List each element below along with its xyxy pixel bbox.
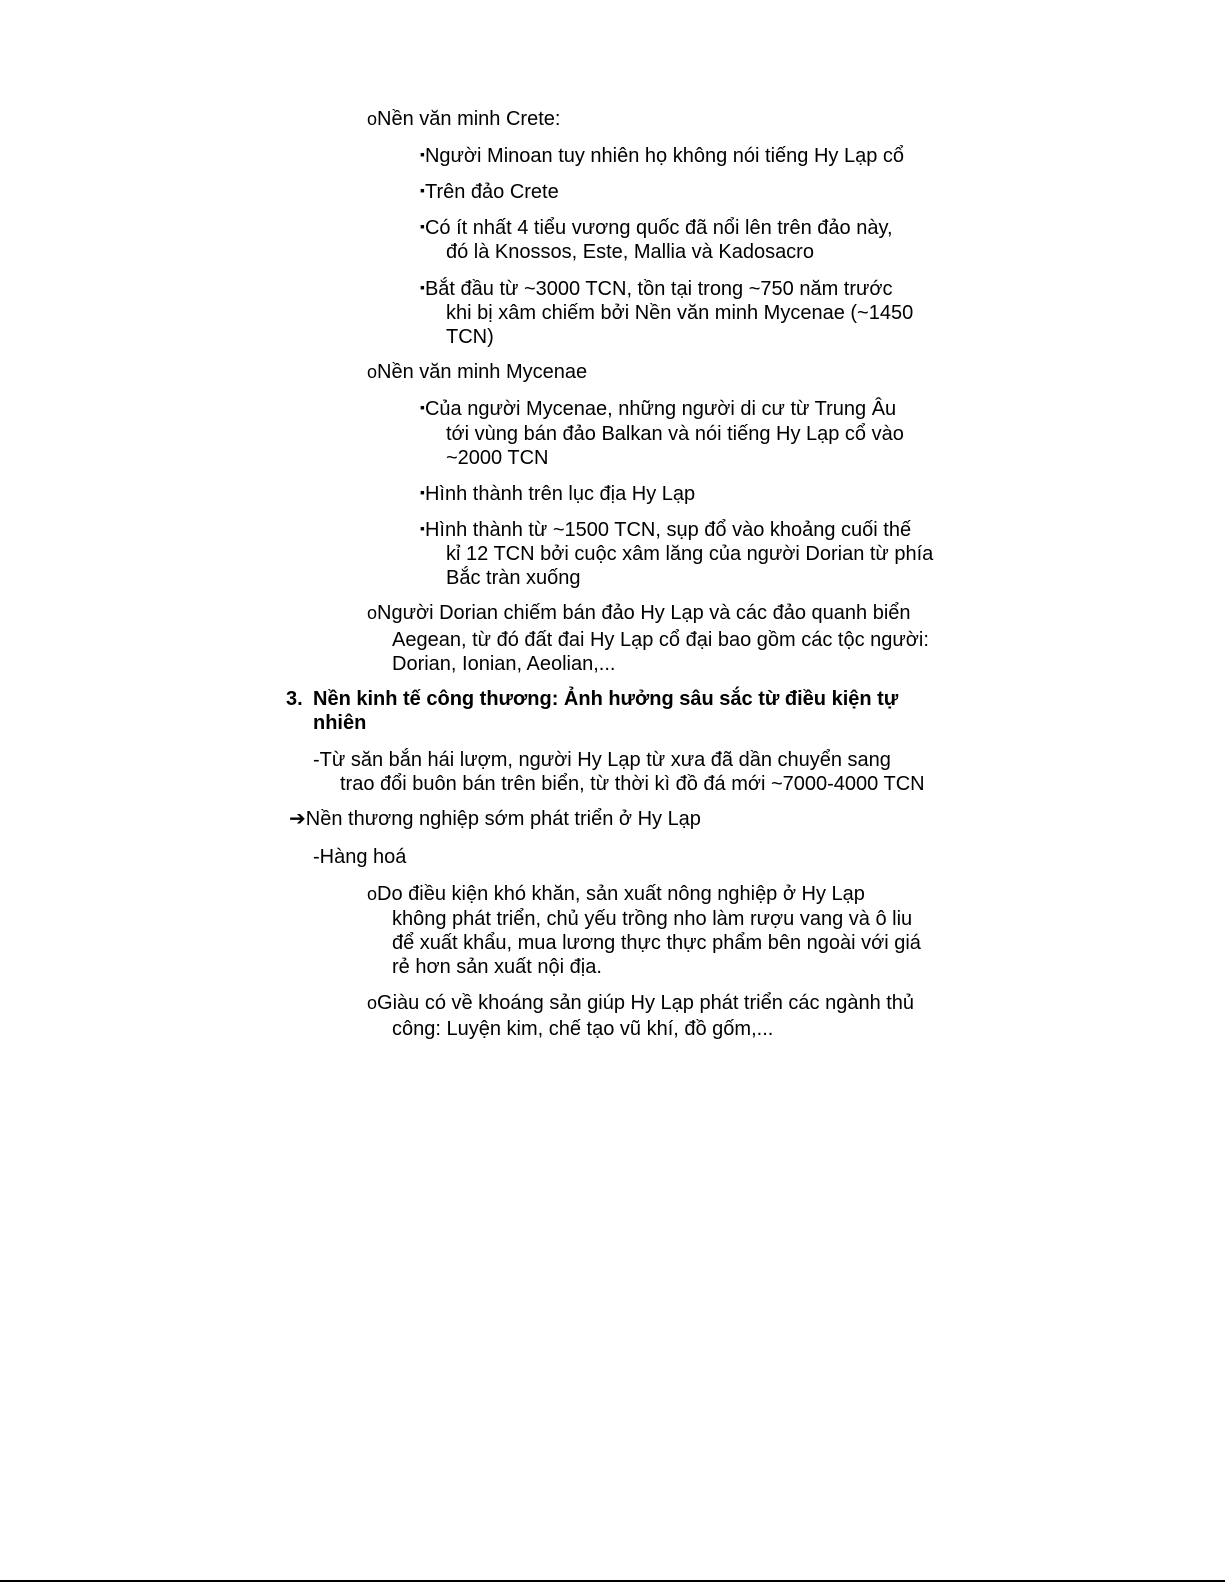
crete-item-3: ▪Có ít nhất 4 tiểu vương quốc đã nổi lên trên đảo này, — [420, 217, 893, 239]
mycenae-item-1-cont2: ~2000 TCN — [446, 447, 549, 469]
crete-item-4: ▪Bắt đầu từ ~3000 TCN, tồn tại trong ~750 năm trước — [420, 278, 893, 300]
crete-item-4-cont: khi bị xâm chiếm bởi Nền văn minh Mycenae (~1450 — [446, 302, 914, 324]
square-bullet-icon: ▪ — [420, 484, 425, 500]
goods-item-1: oDo điều kiện khó khăn, sản xuất nông nghiệp ở Hy Lạp — [367, 883, 865, 905]
crete-item-4-cont2: TCN) — [446, 326, 494, 348]
square-bullet-icon: ▪ — [420, 399, 425, 415]
goods-item-1-cont: không phát triển, chủ yếu trồng nho làm rượu vang và ô liu — [392, 908, 913, 930]
crete-heading: oNền văn minh Crete: — [367, 108, 561, 130]
square-bullet-icon: ▪ — [420, 182, 425, 198]
circle-bullet-icon: o — [367, 109, 378, 129]
section-3-heading — [286, 687, 899, 711]
square-bullet-icon: ▪ — [420, 279, 425, 295]
conclusion-line: ➔Nền thương nghiệp sớm phát triển ở Hy Lạp — [289, 808, 701, 830]
goods-item-1-cont2: để xuất khẩu, mua lương thực thực phẩm bên ngoài với giá — [392, 932, 921, 954]
goods-heading: -Hàng hoá — [313, 846, 407, 868]
page-bottom-rule — [0, 1580, 1225, 1582]
mycenae-item-1: ▪Của người Mycenae, những người di cư từ Trung Âu — [420, 398, 897, 420]
mycenae-item-2: ▪Hình thành trên lục địa Hy Lạp — [420, 483, 696, 505]
section-number: 3. — [286, 688, 303, 710]
trade-paragraph-cont: trao đổi buôn bán trên biển, từ thời kì đồ đá mới ~7000-4000 TCN — [340, 773, 925, 795]
crete-item-3-cont: đó là Knossos, Este, Mallia và Kadosacro — [446, 241, 814, 263]
mycenae-item-3: ▪Hình thành từ ~1500 TCN, sụp đổ vào khoảng cuối thế — [420, 519, 912, 541]
goods-item-2: oGiàu có về khoáng sản giúp Hy Lạp phát triển các ngành thủ — [367, 992, 915, 1014]
square-bullet-icon: ▪ — [420, 520, 425, 536]
section-3-heading-cont: nhiên — [313, 712, 367, 734]
circle-bullet-icon: o — [367, 603, 378, 623]
section-title: Nền kinh tế công thương: Ảnh hưởng sâu sắc từ điều kiện tự — [313, 688, 899, 710]
square-bullet-icon: ▪ — [420, 218, 425, 234]
goods-item-1-cont3: rẻ hơn sản xuất nội địa. — [392, 956, 602, 978]
crete-item-1: ▪Người Minoan tuy nhiên họ không nói tiếng Hy Lạp cổ — [420, 145, 904, 167]
crete-item-2: ▪Trên đảo Crete — [420, 181, 559, 203]
circle-bullet-icon: o — [367, 993, 378, 1013]
circle-bullet-icon: o — [367, 884, 378, 904]
dorian-paragraph-cont2: Dorian, Ionian, Aeolian,... — [392, 653, 616, 675]
mycenae-heading: oNền văn minh Mycenae — [367, 361, 588, 383]
mycenae-item-1-cont: tới vùng bán đảo Balkan và nói tiếng Hy Lạp cổ vào — [446, 423, 904, 445]
trade-paragraph: -Từ săn bắn hái lượm, người Hy Lạp từ xưa đã dần chuyển sang — [313, 749, 891, 771]
square-bullet-icon: ▪ — [420, 146, 425, 162]
dorian-paragraph-cont: Aegean, từ đó đất đai Hy Lạp cổ đại bao gồm các tộc người: — [392, 629, 929, 651]
arrow-right-icon: ➔ — [289, 808, 306, 830]
dorian-paragraph: oNgười Dorian chiếm bán đảo Hy Lạp và các đảo quanh biển — [367, 602, 911, 624]
mycenae-item-3-cont: kỉ 12 TCN bởi cuộc xâm lăng của người Dorian từ phía — [446, 543, 934, 565]
goods-item-2-cont: công: Luyện kim, chế tạo vũ khí, đồ gốm,... — [392, 1018, 774, 1040]
circle-bullet-icon: o — [367, 362, 378, 382]
mycenae-item-3-cont2: Bắc tràn xuống — [446, 567, 581, 589]
